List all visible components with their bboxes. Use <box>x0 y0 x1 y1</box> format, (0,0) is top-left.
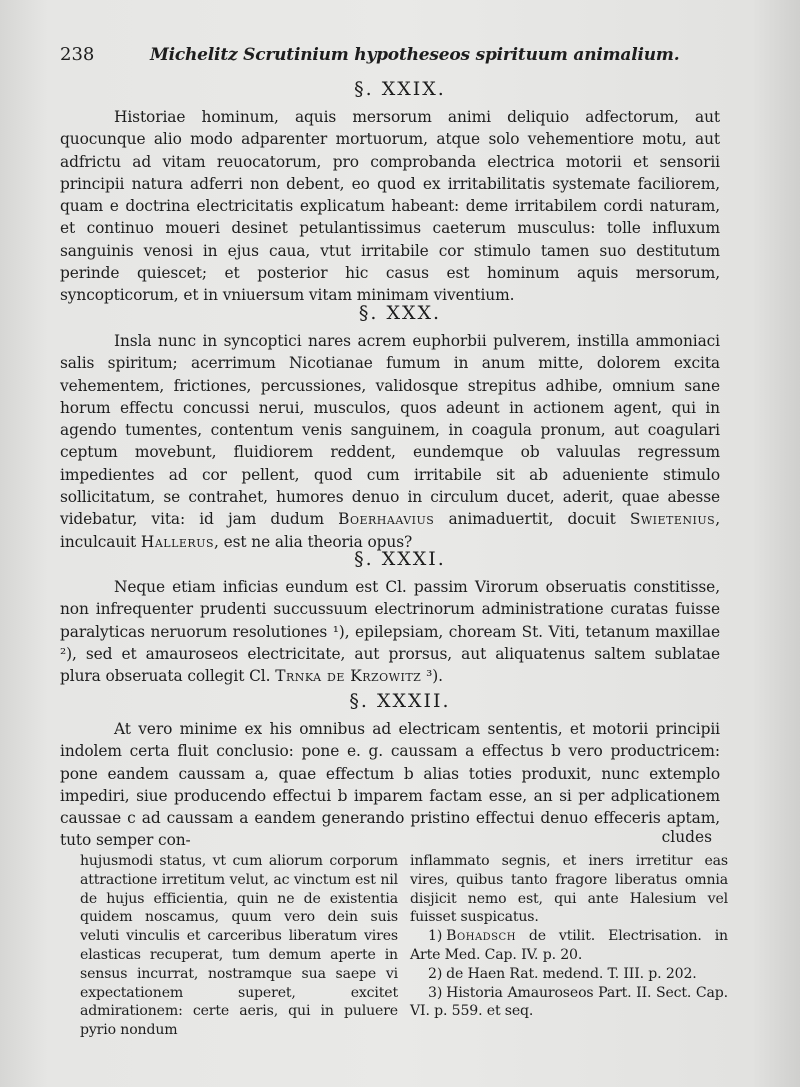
author-name: Hallerus <box>140 532 214 551</box>
running-head <box>60 44 760 65</box>
catchword: cludes <box>661 828 712 846</box>
author-name: Swietenius <box>629 510 716 529</box>
footnote-text: Historia Amauroseos Part. II. Sect. Cap. VI. p. 559. et seq. <box>410 984 728 1020</box>
text-run: , inculcauit <box>60 510 720 551</box>
section-heading-29: §. XXIX. <box>354 78 446 100</box>
page-number: 238 <box>60 44 95 65</box>
continuation-note-right: inflammato segnis, et iners irretitur eas vires, quibus tanto fragore liberatus omnia disjicit nemo est, qui ante Halesium vel fuisset suspicatus. <box>410 853 728 926</box>
footnote-text: de vtilit. Electrisation. in Arte Med. Cap. IV. p. 20. <box>410 928 728 963</box>
footnote-author: de Haen <box>446 965 506 982</box>
section-29-paragraph: Historiae hominum, aquis mersorum animi deliquio adfectorum, aut quocunque alio modo adparenter mortuorum, atque solo vehementiore motu, aut adfrictu ad vitam reuocatorum, pro comprobanda electrica motorii et sensorii principii natura adferri non debent, eo quod ex irritabilitatis systemate faciliorem, quam e doctrina electricitatis explicatum habeant: deme irritabilem cordi naturam, et continuo moueri desinet petulantissimus caeterum musculus: tolle influxum sanguinis venosi in ejus caua, vtut irritabile cor stimulo tamen suo destitutum perinde quiescet; et posterior hic casus est hominum aquis mersorum, syncopticorum, et in vniuersum vitam minimam viventium. <box>60 108 720 305</box>
footnote-3: 3) Historia Amauroseos Part. II. Sect. Cap. VI. p. 559. et seq. <box>410 984 728 1020</box>
section-heading-32: §. XXXII. <box>349 690 451 712</box>
footnote-text: Rat. medend. T. III. p. 202. <box>505 965 697 982</box>
text-run: ³). <box>421 667 443 686</box>
section-31-paragraph <box>60 576 720 687</box>
text-run: Insla nunc in syncoptici nares acrem euphorbii pulverem, instilla ammoniaci salis spiritum; acerrimum Nicotianae fumum in anum mitte, dolorem excita vehementem, frictiones, percussiones, validosque strepitus adhibe, omnium sane horum effectu concussi nerui, musculos, quos adeunt in actionem agent, qui in agendo tumentes, contentum venis sanguinem, in coagula pronum, aut coagulari ceptum movebunt, fluidiorem reddent, eundemque ob valuulas regressum impedientes ad cor pellent, quod cum irritabile sit ab adueniente stimulo sollicitatum, se contrahet, humores denuo in circulum ducet, aderit, quae abesse videbatur, vita: id jam dudum <box>60 332 720 529</box>
author-name: Trnka de Krzowitz <box>275 667 422 686</box>
section-heading-31: §. XXXI. <box>354 548 446 570</box>
text-run: animaduertit, docuit <box>434 510 630 529</box>
text-run: , est ne alia theoria opus? <box>214 532 413 551</box>
section-32-paragraph: At vero minime ex his omnibus ad electricam sententis, et motorii principii indolem certa fluit conclusio: pone e. g. caussam a effectus b vero productricem: pone eandem caussam a, quae effectum b alias toties produxit, nunc extemplo impediri, siue producendo effectui b imparem factam esse, an si per adplicationem caussae c ad caussam a eandem generando pristino effectui denuo effeceris aptam, tuto semper con- <box>60 720 720 850</box>
running-title: Michelitz Scrutinium hypotheseos spirituum animalium. <box>150 45 680 65</box>
footnote-1: 1) Bohadsch de vtilit. Electrisation. in Arte Med. Cap. IV. p. 20. <box>410 928 728 963</box>
section-30-paragraph <box>60 330 720 553</box>
section-heading-30: §. XXX. <box>358 302 442 324</box>
author-name: Boerhaavius <box>338 510 435 529</box>
footnote-author: Bohadsch <box>446 928 516 945</box>
text-run: Neque etiam inficias eundum est Cl. passim Virorum obseruatis constitisse, non infrequenter prudenti succussuum electrinorum administratione curatas fuisse paralyticas neruorum resolutiones ¹), epilepsiam, choream St. Viti, tetanum maxillae ²), sed et amauroseos electricitate, aut prorsus, aut aliquatenus saltem sublatae plura obseruata collegit Cl. <box>60 578 720 686</box>
notes-right-column <box>410 852 728 1021</box>
continuation-note-left: hujusmodi status, vt cum aliorum corporum attractione irretitum velut, ac vinctum est nil de hujus efficientia, quin ne de existentia quidem noscamus, quum vero dein suis veluti vinculis et carceribus liberatum vires elasticas recuperat, tum demum aperte in sensus incurrat, nostramque sua saepe vi expectationem superet, excitet admirationem: certe aeris, qui in puluere pyrio nondum <box>80 853 398 1039</box>
footnote-2: 2) de Haen Rat. medend. T. III. p. 202. <box>428 965 697 982</box>
